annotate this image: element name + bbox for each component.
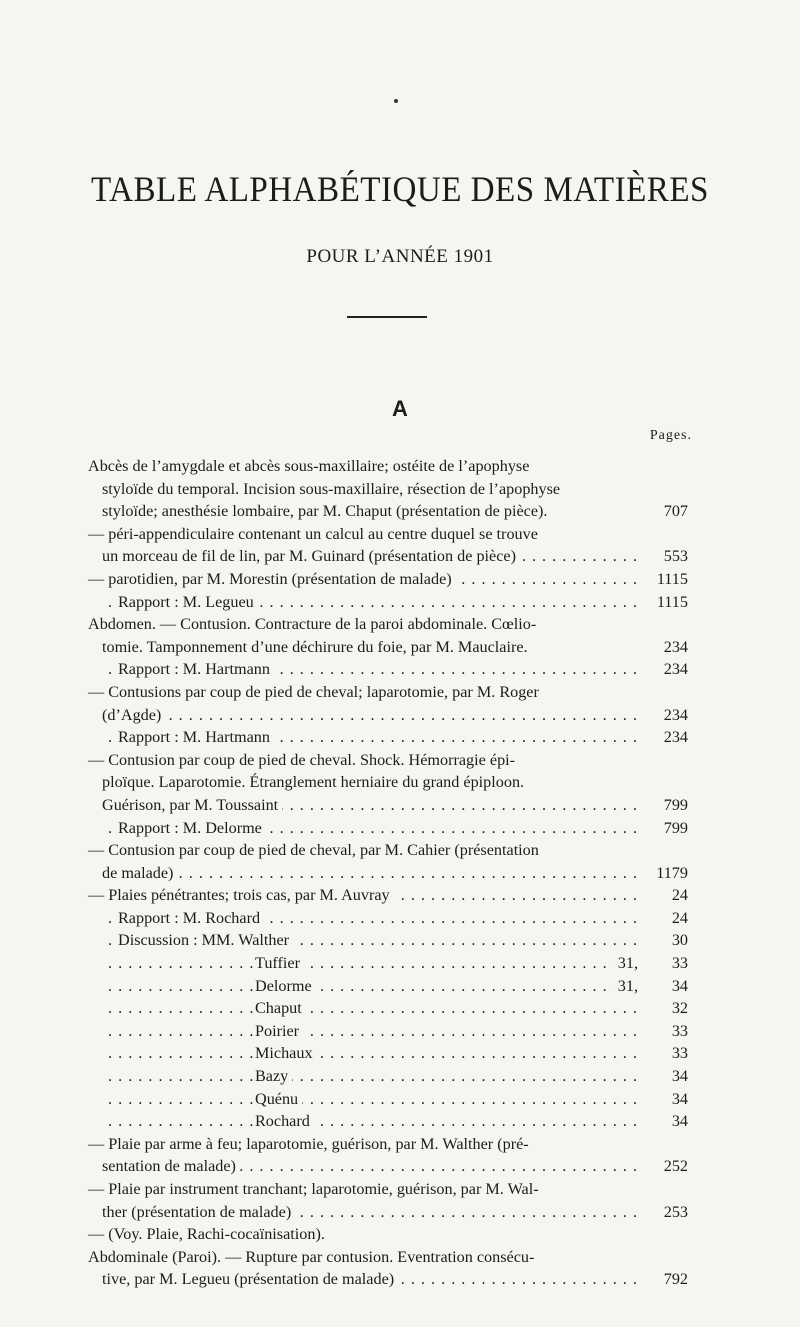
entry-text: tomie. Tamponnement d’une déchirure du foie, par M. Mauclaire. <box>102 636 532 659</box>
entry-page-ref: 24 <box>654 907 688 930</box>
index-entry <box>88 1020 688 1043</box>
index-entry <box>88 839 688 862</box>
index-entry <box>88 636 688 659</box>
entry-page-ref: 792 <box>654 1268 688 1291</box>
index-entry <box>88 749 688 772</box>
index-entry <box>88 794 688 817</box>
entry-text: . . . (d’Agde) <box>102 704 165 727</box>
index-entry <box>88 704 688 727</box>
entry-page-ref: 34 <box>654 975 688 998</box>
entry-page-ref: 234 <box>654 726 688 749</box>
entry-text: ploïque. Laparotomie. Étranglement herniaire du grand épiploon. <box>102 771 528 794</box>
index-entry <box>88 771 688 794</box>
index-entry <box>88 455 688 478</box>
entry-page-ref: 553 <box>654 545 688 568</box>
entry-text: . . . Rochard <box>255 1110 314 1133</box>
index-entry <box>88 545 688 568</box>
entry-text: . . . un morceau de fil de lin, par M. Guinard (présentation de pièce) <box>102 545 520 568</box>
entry-text: . . . Chaput <box>255 997 306 1020</box>
entry-page-ref: 32 <box>654 997 688 1020</box>
entry-text: — Contusion par coup de pied de cheval. Shock. Hémorragie épi- <box>88 749 519 772</box>
page-subtitle: POUR L’ANNÉE 1901 <box>306 246 494 267</box>
entry-page-ref: 1115 <box>653 568 688 591</box>
entry-text: . . . Rapport : M. Legueu <box>118 591 258 614</box>
entry-text: . . . — Plaies pénétrantes; trois cas, par M. Auvray <box>88 884 394 907</box>
entry-text: . . . Michaux <box>255 1042 317 1065</box>
entry-text: — Contusion par coup de pied de cheval, par M. Cahier (présentation <box>88 839 543 862</box>
entry-page-ref: 234 <box>654 636 688 659</box>
entry-text: — Plaie par arme à feu; laparotomie, guérison, par M. Walther (pré- <box>88 1133 533 1156</box>
entry-text: . . . Bazy <box>255 1065 292 1088</box>
index-entry <box>88 1268 688 1291</box>
entry-text: . . . Discussion : MM. Walther <box>118 929 293 952</box>
entry-page-ref: 24 <box>654 884 688 907</box>
entry-text: . . . Rapport : M. Delorme <box>118 817 266 840</box>
index-entry <box>88 1178 688 1201</box>
index-entry <box>88 929 688 952</box>
entry-page-ref: 34 <box>654 1088 688 1111</box>
entry-text: Abdominale (Paroi). — Rupture par contusion. Eventration consécu- <box>88 1246 538 1269</box>
index-entry <box>88 591 688 614</box>
entry-page-ref: 33 <box>654 952 688 975</box>
entry-page-ref: 234 <box>654 658 688 681</box>
entry-page-ref: 252 <box>654 1155 688 1178</box>
entry-text: . . . sentation de malade) <box>102 1155 240 1178</box>
entry-text: — péri-appendiculaire contenant un calcul au centre duquel se trouve <box>88 523 542 546</box>
entry-text: styloïde du temporal. Incision sous-maxillaire, résection de l’apophyse <box>102 478 564 501</box>
entry-text: . . . Delorme <box>255 975 316 998</box>
entry-page-ref: 799 <box>654 817 688 840</box>
entry-text: . . . Rapport : M. Rochard <box>118 907 264 930</box>
entry-page-ref: 1115 <box>653 591 688 614</box>
index-entry <box>88 1133 688 1156</box>
index-entry <box>88 726 688 749</box>
index-entry <box>88 523 688 546</box>
index-entries <box>88 455 688 1291</box>
entry-page-ref: 253 <box>654 1201 688 1224</box>
entry-page-ref: 1179 <box>652 862 688 885</box>
entry-page-ref: 34 <box>654 1110 688 1133</box>
entry-text: . . . Guérison, par M. Toussaint <box>102 794 282 817</box>
entry-page-ref: 34 <box>654 1065 688 1088</box>
index-entry <box>88 500 688 523</box>
page-title: TABLE ALPHABÉTIQUE DES MATIÈRES <box>91 169 709 209</box>
index-entry <box>88 568 688 591</box>
entry-text: . . . Rapport : M. Hartmann <box>118 658 274 681</box>
index-entry <box>88 1110 688 1133</box>
index-entry <box>88 681 688 704</box>
entry-page-ref: 234 <box>654 704 688 727</box>
entry-text: Abdomen. — Contusion. Contracture de la paroi abdominale. Cœlio- <box>88 613 540 636</box>
print-speck <box>394 99 398 103</box>
index-entry <box>88 1155 688 1178</box>
index-entry <box>88 613 688 636</box>
entry-page-ref-secondary: 31, <box>614 975 638 998</box>
section-letter: A <box>392 396 408 421</box>
pages-column-label: Pages. <box>649 428 692 443</box>
entry-text: . . . Poirier <box>255 1020 303 1043</box>
index-entry <box>88 1201 688 1224</box>
entry-text: — Contusions par coup de pied de cheval; laparotomie, par M. Roger <box>88 681 543 704</box>
entry-text: . . . — parotidien, par M. Morestin (présentation de malade) <box>88 568 456 591</box>
index-entry <box>88 884 688 907</box>
index-entry <box>88 1223 688 1246</box>
index-entry <box>88 1246 688 1269</box>
entry-page-ref: 707 <box>654 500 688 523</box>
entry-text: . . . tive, par M. Legueu (présentation de malade) <box>102 1268 398 1291</box>
entry-page-ref-secondary: 31, <box>614 952 638 975</box>
entry-text: . . . Quénu <box>255 1088 302 1111</box>
index-entry <box>88 862 688 885</box>
entry-text: — Plaie par instrument tranchant; laparotomie, guérison, par M. Wal- <box>88 1178 543 1201</box>
index-entry <box>88 907 688 930</box>
index-entry <box>88 1065 688 1088</box>
entry-text: — (Voy. Plaie, Rachi-cocaïnisation). <box>88 1223 329 1246</box>
entry-text: styloïde; anesthésie lombaire, par M. Chaput (présentation de pièce). <box>102 500 551 523</box>
entry-text: . . . de malade) <box>102 862 177 885</box>
entry-page-ref: 33 <box>654 1042 688 1065</box>
index-entry <box>88 1088 688 1111</box>
entry-text: Abcès de l’amygdale et abcès sous-maxillaire; ostéite de l’apophyse <box>88 455 533 478</box>
index-entry <box>88 817 688 840</box>
entry-text: . . . ther (présentation de malade) <box>102 1201 295 1224</box>
index-entry <box>88 952 688 975</box>
entry-page-ref: 30 <box>654 929 688 952</box>
title-divider <box>347 316 427 318</box>
index-entry <box>88 658 688 681</box>
entry-text: . . . Tuffier <box>255 952 304 975</box>
index-entry <box>88 997 688 1020</box>
index-entry <box>88 478 688 501</box>
index-entry <box>88 975 688 998</box>
index-entry <box>88 1042 688 1065</box>
entry-page-ref: 799 <box>654 794 688 817</box>
entry-page-ref: 33 <box>654 1020 688 1043</box>
entry-text: . . . Rapport : M. Hartmann <box>118 726 274 749</box>
